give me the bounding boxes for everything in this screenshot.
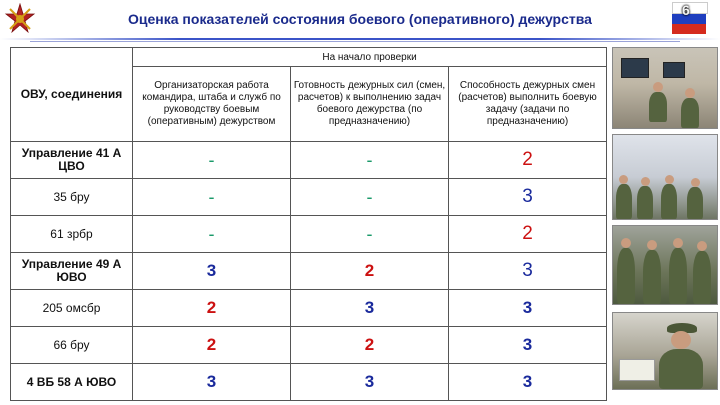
- table-row: [11, 142, 607, 179]
- briefing-photo: [612, 134, 718, 220]
- column-header-capability: Способность дежурных смен (расчетов) выполнить боевую задачу (задачи по предназначению): [449, 67, 607, 142]
- grade-cell: 3: [449, 327, 607, 364]
- soldiers-formation-photo: [612, 225, 718, 305]
- column-header-units: ОВУ, соединения: [11, 48, 133, 142]
- grade-cell: 2: [133, 290, 291, 327]
- row-label: 61 зрбр: [11, 216, 133, 253]
- table-row: [11, 290, 607, 327]
- table-row: [11, 179, 607, 216]
- header-divider-thin: [30, 41, 680, 42]
- header-divider: [0, 38, 720, 40]
- column-header-organization: Организаторская работа командира, штаба и служб по руководству боевым (оперативным) дежурством: [133, 67, 291, 142]
- grade-cell: -: [133, 216, 291, 253]
- row-label: 66 бру: [11, 327, 133, 364]
- assessment-table: [10, 47, 607, 401]
- row-label: Управление 49 А ЮВО: [11, 253, 133, 290]
- grade-cell: -: [133, 142, 291, 179]
- grade-cell: -: [291, 216, 449, 253]
- slide-number: 6: [682, 2, 690, 18]
- table-row: [11, 216, 607, 253]
- officer-at-desk-photo: [612, 312, 718, 390]
- grade-cell: 2: [449, 216, 607, 253]
- column-header-readiness: Готовность дежурных сил (смен, расчетов) к выполнению задач боевого дежурства (по предназначению): [291, 67, 449, 142]
- top-header: На начало проверки: [133, 48, 607, 67]
- grade-cell: 3: [291, 364, 449, 401]
- row-label: 4 ВБ 58 А ЮВО: [11, 364, 133, 401]
- grade-cell: -: [133, 179, 291, 216]
- emblem-icon: [4, 3, 36, 35]
- grade-cell: 3: [291, 290, 449, 327]
- grade-cell: 3: [449, 253, 607, 290]
- grade-cell: 3: [449, 179, 607, 216]
- grade-cell: -: [291, 179, 449, 216]
- grade-cell: 3: [133, 364, 291, 401]
- row-label: 205 омсбр: [11, 290, 133, 327]
- page-title: Оценка показателей состояния боевого (оперативного) дежурства: [128, 11, 592, 27]
- table-row: [11, 253, 607, 290]
- grade-cell: 2: [291, 253, 449, 290]
- grade-cell: -: [291, 142, 449, 179]
- grade-cell: 2: [133, 327, 291, 364]
- grade-cell: 2: [291, 327, 449, 364]
- grade-cell: 3: [449, 364, 607, 401]
- table-row: [11, 364, 607, 401]
- grade-cell: 2: [449, 142, 607, 179]
- table-row: [11, 327, 607, 364]
- russian-flag-icon: [672, 2, 712, 34]
- duty-room-photo: [612, 47, 718, 129]
- row-label: Управление 41 А ЦВО: [11, 142, 133, 179]
- row-label: 35 бру: [11, 179, 133, 216]
- grade-cell: 3: [133, 253, 291, 290]
- grade-cell: 3: [449, 290, 607, 327]
